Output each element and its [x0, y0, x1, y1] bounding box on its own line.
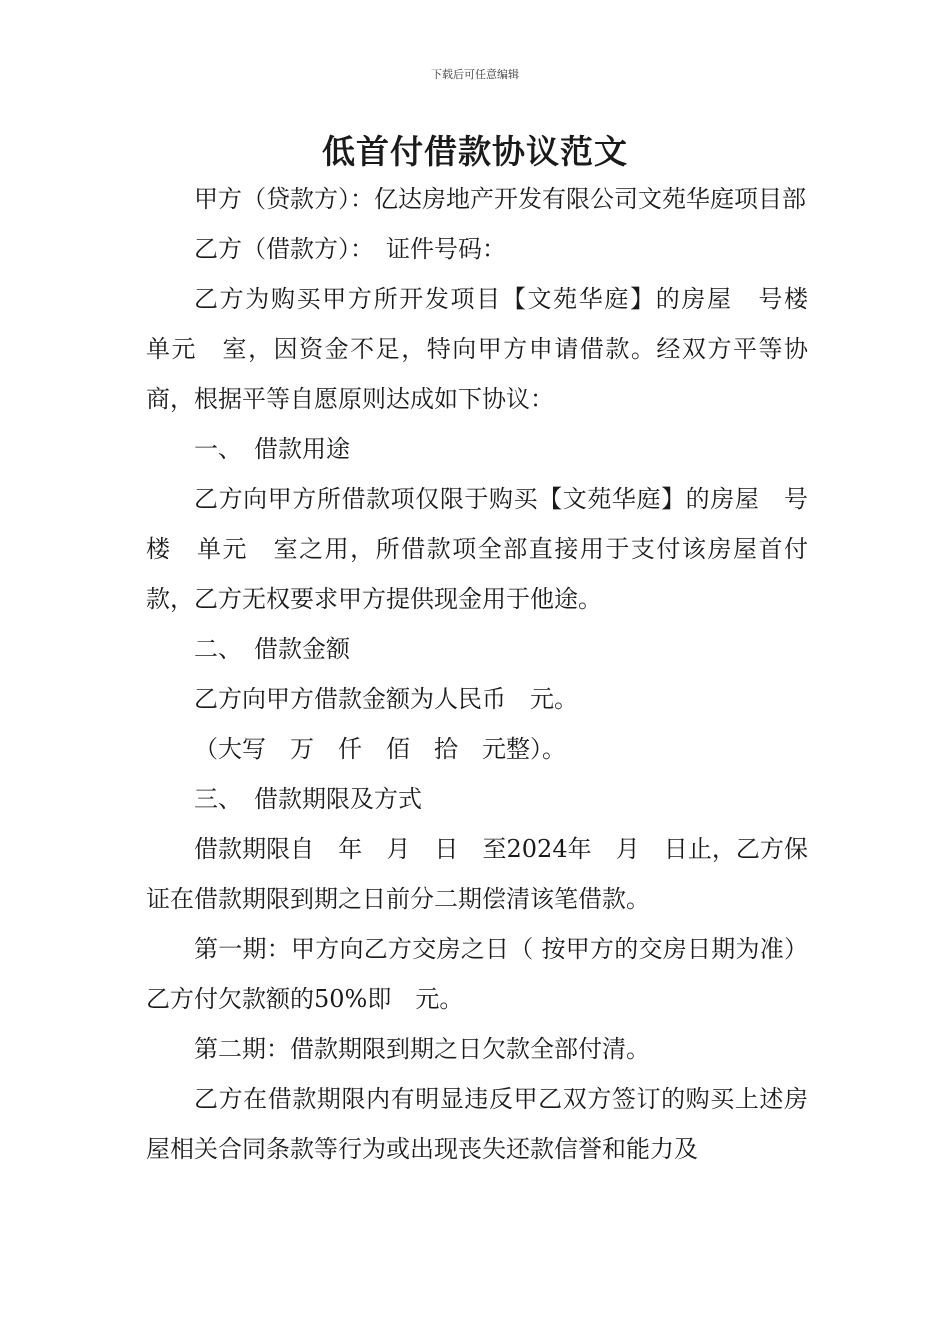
second-installment-paragraph: 第二期：借款期限到期之日欠款全部付清。	[194, 1035, 650, 1063]
first-installment-paragraph: 第一期：甲方向乙方交房之日（ 按甲方的交房日期为准）乙方付欠款额的50%即 元。	[146, 935, 808, 1013]
party-b-paragraph: 乙方（借款方）： 证件号码：	[194, 235, 506, 263]
breach-paragraph: 乙方在借款期限内有明显违反甲乙双方签订的购买上述房屋相关合同条款等行为或出现丧失还款信誉和能力及	[146, 1085, 808, 1163]
purpose-intro-paragraph: 乙方为购买甲方所开发项目【文苑华庭】的房屋 号楼 单元 室，因资金不足，特向甲方申请借款。经双方平等协商，根据平等自愿原则达成如下协议：	[146, 285, 832, 413]
section-heading-purpose: 一、 借款用途	[194, 435, 350, 463]
document-body	[146, 174, 832, 1174]
purpose-paragraph: 乙方向甲方所借款项仅限于购买【文苑华庭】的房屋 号楼 单元 室之用，所借款项全部直接用于支付该房屋首付款，乙方无权要求甲方提供现金用于他途。	[146, 485, 808, 613]
amount-paragraph: 乙方向甲方借款金额为人民币 元。	[194, 685, 578, 713]
header-note: 下载后可任意编辑	[431, 68, 519, 81]
term-paragraph: 借款期限自 年 月 日 至2024年 月 日止，乙方保证在借款期限到期之日前分二期偿清该笔借款。	[146, 835, 808, 913]
party-a-paragraph: 甲方（贷款方）：亿达房地产开发有限公司文苑华庭项目部	[194, 185, 806, 213]
section-heading-amount: 二、 借款金额	[194, 635, 350, 663]
section-heading-term: 三、 借款期限及方式	[194, 785, 422, 813]
amount-in-words-paragraph: （大写 万 仟 佰 拾 元整）。	[194, 735, 566, 763]
document-title: 低首付借款协议范文	[322, 132, 628, 171]
